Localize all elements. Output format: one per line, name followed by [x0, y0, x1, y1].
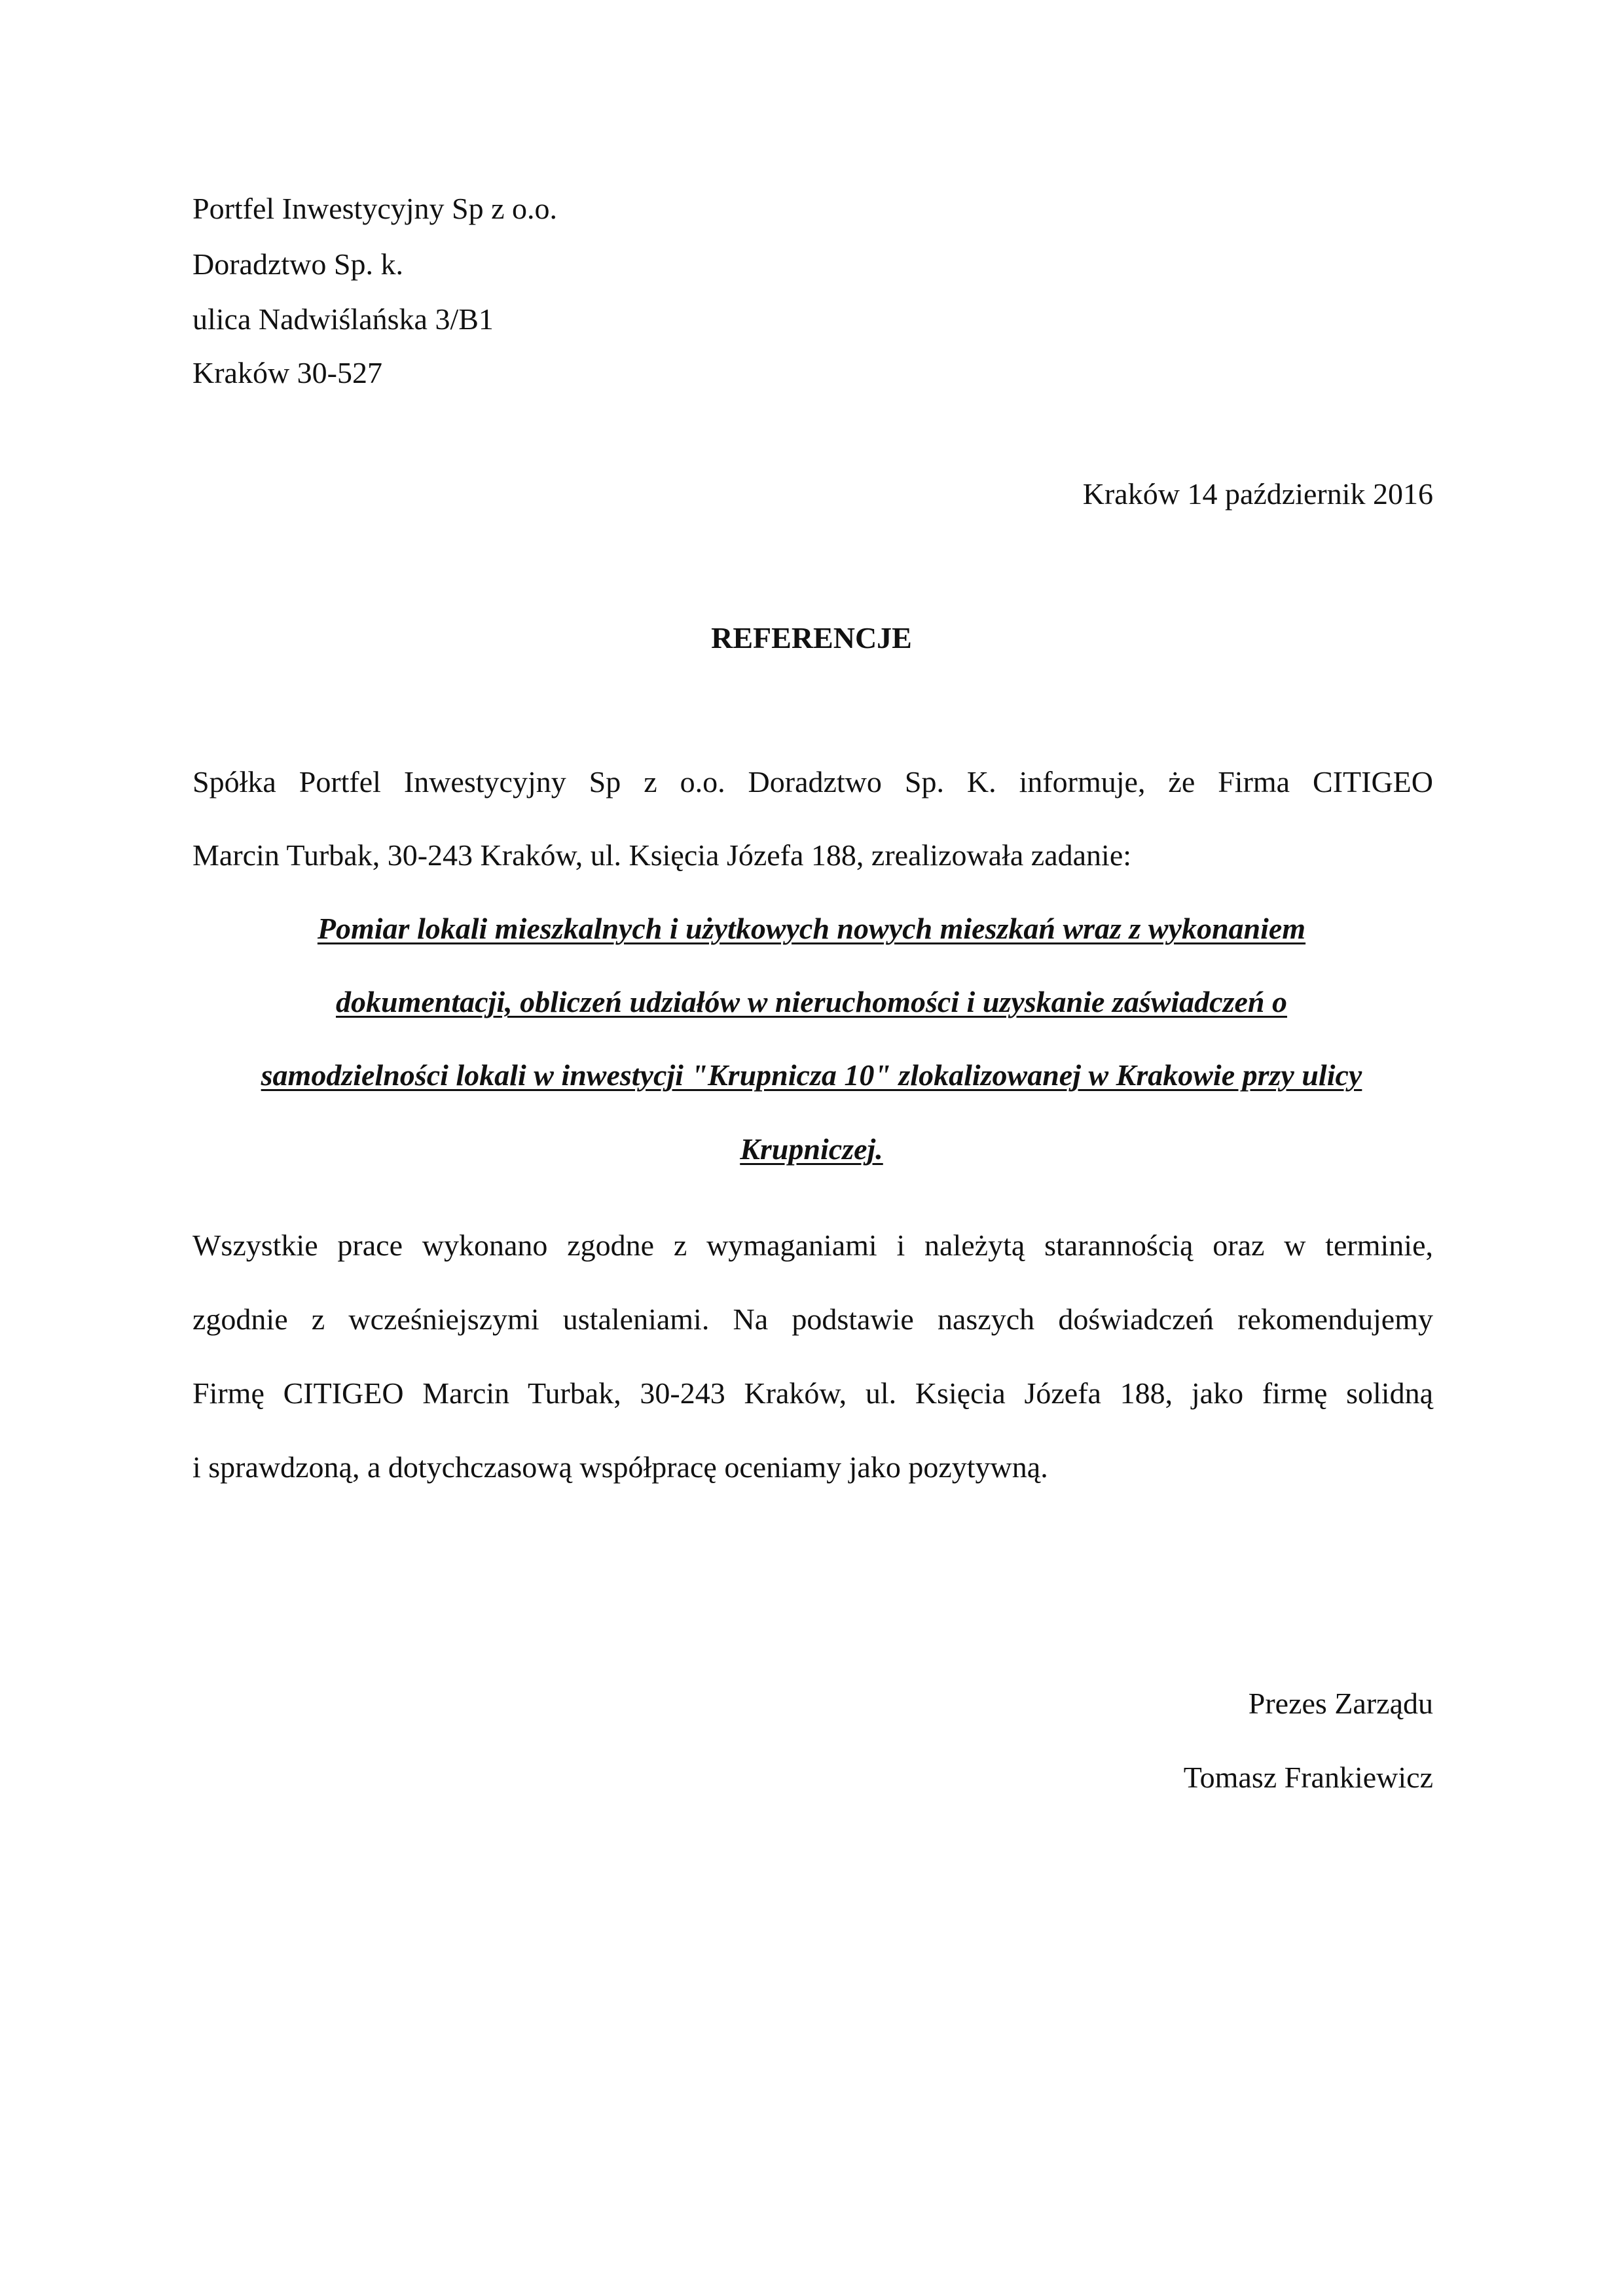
intro-line: Spółka Portfel Inwestycyjny Sp z o.o. Doradztwo Sp. K. informuje, że Firma CITIGEO [192, 765, 1433, 798]
letter-title: REFERENCJE [711, 621, 912, 655]
sender-company-name: Portfel Inwestycyjny Sp z o.o. [192, 192, 558, 225]
conclusion-line: Wszystkie prace wykonano zgodne z wymaganiami i należytą starannością oraz w terminie, [192, 1229, 1433, 1262]
task-description-line: dokumentacji, obliczeń udziałów w nieruchomości i uzyskanie zaświadczeń o [336, 985, 1287, 1018]
sender-company-suffix: Doradztwo Sp. k. [192, 247, 403, 281]
conclusion-line: i sprawdzoną, a dotychczasową współpracę oceniamy jako pozytywną. [192, 1450, 1048, 1484]
signatory-name: Tomasz Frankiewicz [1183, 1761, 1433, 1794]
task-description-line: Krupniczej. [740, 1132, 883, 1166]
sender-street: ulica Nadwiślańska 3/B1 [192, 302, 494, 336]
task-description-line: Pomiar lokali mieszkalnych i użytkowych nowych mieszkań wraz z wykonaniem [317, 912, 1306, 945]
letter-date: Kraków 14 październik 2016 [1082, 477, 1433, 511]
intro-line: Marcin Turbak, 30-243 Kraków, ul. Księcia Józefa 188, zrealizowała zadanie: [192, 838, 1132, 872]
conclusion-line: zgodnie z wcześniejszymi ustaleniami. Na podstawie naszych doświadczeń rekomendujemy [192, 1302, 1433, 1336]
signatory-role: Prezes Zarządu [1248, 1687, 1433, 1720]
task-description-line: samodzielności lokali w inwestycji "Krupnicza 10" zlokalizowanej w Krakowie przy ulicy [261, 1058, 1362, 1092]
conclusion-line: Firmę CITIGEO Marcin Turbak, 30-243 Kraków, ul. Księcia Józefa 188, jako firmę solidną [192, 1376, 1433, 1410]
sender-city: Kraków 30-527 [192, 356, 382, 389]
